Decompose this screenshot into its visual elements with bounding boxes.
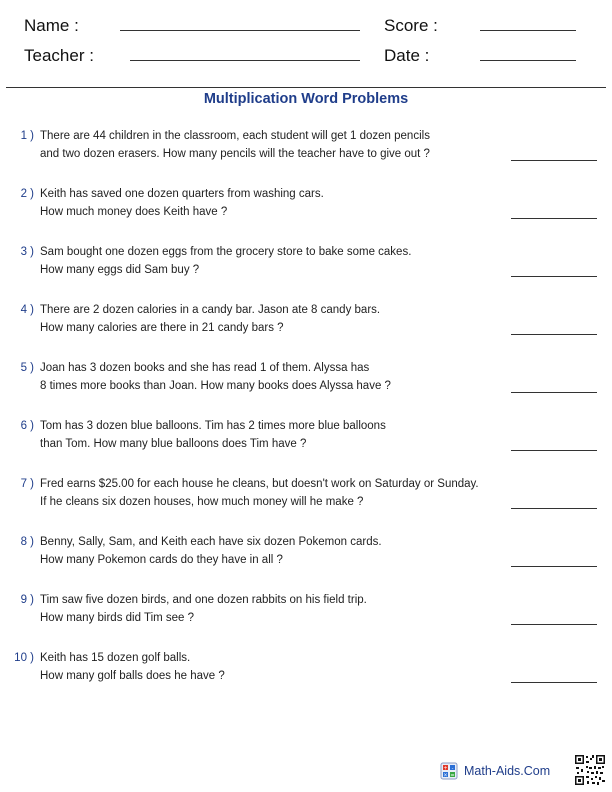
- problem-text-line1: Keith has saved one dozen quarters from washing cars.: [40, 188, 324, 200]
- problem-text-line1: Benny, Sally, Sam, and Keith each have six dozen Pokemon cards.: [40, 536, 382, 548]
- answer-line[interactable]: [511, 218, 597, 219]
- problem-number: 9 ): [20, 594, 34, 606]
- problem-text-line2: How many golf balls does he have ?: [40, 670, 225, 682]
- svg-text:-: -: [451, 765, 454, 772]
- problem-text-line2: How many eggs did Sam buy ?: [40, 264, 200, 276]
- problem-number: 8 ): [20, 536, 34, 548]
- svg-text:+: +: [443, 765, 448, 772]
- answer-line[interactable]: [511, 334, 597, 335]
- svg-text:=: =: [450, 772, 455, 779]
- problem-text-line2: How many Pokemon cards do they have in all ?: [40, 554, 283, 566]
- problem-text-line1: Keith has 15 dozen golf balls.: [40, 652, 191, 664]
- answer-line[interactable]: [511, 392, 597, 393]
- problem-item: [0, 362, 612, 412]
- problem-text-line1: Joan has 3 dozen books and she has read 1 of them. Alyssa has: [40, 362, 370, 374]
- problem-number: 7 ): [20, 478, 34, 490]
- calculator-icon: [440, 762, 458, 780]
- problem-number: 2 ): [20, 188, 34, 200]
- problem-number: 6 ): [20, 420, 34, 432]
- brand-link[interactable]: Math-Aids.Com: [464, 764, 551, 778]
- problem-text-line1: Tim saw five dozen birds, and one dozen rabbits on his field trip.: [40, 594, 367, 606]
- date-label: Date :: [384, 46, 430, 65]
- problem-text-line2: How many birds did Tim see ?: [40, 612, 195, 624]
- problem-item: [0, 130, 612, 180]
- name-label: Name :: [24, 16, 79, 35]
- problem-text-line1: Fred earns $25.00 for each house he cleans, but doesn't work on Saturday or Sunday.: [40, 478, 479, 490]
- name-field[interactable]: [120, 30, 360, 31]
- problem-item: [0, 188, 612, 238]
- answer-line[interactable]: [511, 160, 597, 161]
- answer-line[interactable]: [511, 450, 597, 451]
- problem-text-line2: How much money does Keith have ?: [40, 206, 228, 218]
- problem-number: 5 ): [20, 362, 34, 374]
- problem-number: 3 ): [20, 246, 34, 258]
- answer-line[interactable]: [511, 566, 597, 567]
- problem-text-line2: 8 times more books than Joan. How many books does Alyssa have ?: [40, 380, 391, 392]
- teacher-label: Teacher :: [24, 46, 94, 65]
- footer-brand[interactable]: [440, 762, 550, 780]
- score-field[interactable]: [480, 30, 576, 31]
- problem-text-line2: How many calories are there in 21 candy bars ?: [40, 322, 284, 334]
- header-divider: [6, 87, 606, 88]
- problem-item: [0, 536, 612, 586]
- problem-text-line2: If he cleans six dozen houses, how much money will he make ?: [40, 496, 364, 508]
- answer-line[interactable]: [511, 682, 597, 683]
- qr-code-icon: [574, 754, 606, 786]
- problem-text-line1: Tom has 3 dozen blue balloons. Tim has 2 times more blue balloons: [40, 420, 386, 432]
- problem-text-line1: There are 2 dozen calories in a candy bar. Jason ate 8 candy bars.: [40, 304, 381, 316]
- answer-line[interactable]: [511, 624, 597, 625]
- problem-number: 1 ): [20, 130, 34, 142]
- problem-number: 10 ): [14, 652, 34, 664]
- problem-text-line1: Sam bought one dozen eggs from the grocery store to bake some cakes.: [40, 246, 412, 258]
- teacher-field[interactable]: [130, 60, 360, 61]
- problem-item: [0, 478, 612, 528]
- problem-item: [0, 304, 612, 354]
- worksheet-title: Multiplication Word Problems: [203, 91, 409, 107]
- date-field[interactable]: [480, 60, 576, 61]
- problem-item: [0, 652, 612, 702]
- svg-text:×: ×: [443, 772, 448, 779]
- problem-text-line1: There are 44 children in the classroom, each student will get 1 dozen pencils: [40, 130, 430, 142]
- answer-line[interactable]: [511, 508, 597, 509]
- problem-text-line2: and two dozen erasers. How many pencils will the teacher have to give out ?: [40, 148, 430, 160]
- score-label: Score :: [384, 16, 438, 35]
- answer-line[interactable]: [511, 276, 597, 277]
- problem-item: [0, 246, 612, 296]
- problem-item: [0, 594, 612, 644]
- problem-text-line2: than Tom. How many blue balloons does Tim have ?: [40, 438, 307, 450]
- problem-number: 4 ): [20, 304, 34, 316]
- problem-item: [0, 420, 612, 470]
